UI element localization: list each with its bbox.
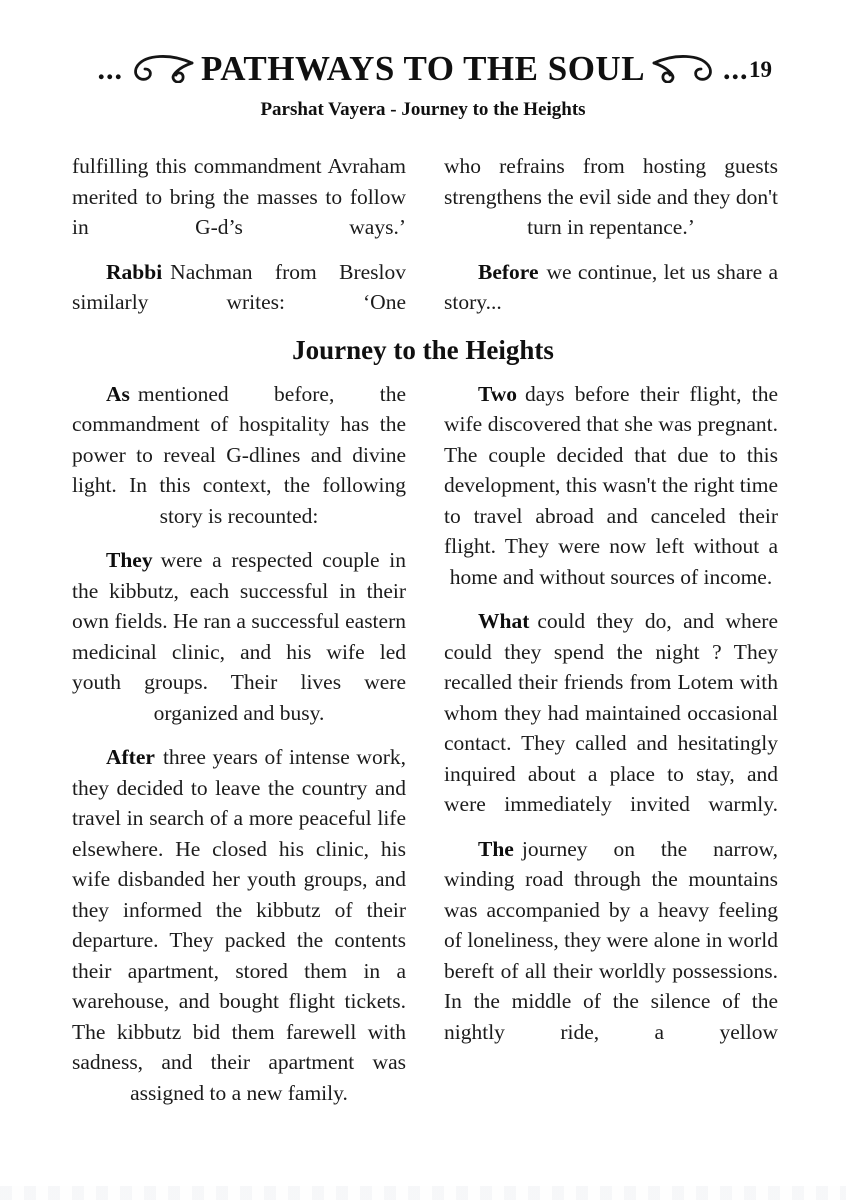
paragraph-text: Nachman from Breslov similarly writes: ‘One [72, 259, 406, 314]
paragraph [444, 606, 778, 820]
page-title: PATHWAYS TO THE SOUL [200, 48, 646, 88]
paragraph-text: days before their flight, the wife discovered that she was pregnant. The couple decided that due to this development, this wasn't the right time to travel abroad and canceled their flight. They were now left without a home and without sources of income. [444, 381, 778, 589]
paragraph-text: were a respected couple in the kibbutz, each successful in their own fields. He ran a successful eastern medicinal clinic, and his wife led youth groups. Their lives were organized and busy. [72, 548, 406, 725]
story-column-right [444, 379, 778, 1109]
scan-ghosting-strip [0, 1186, 846, 1200]
page-number: 19 [749, 57, 772, 82]
paragraph [72, 151, 406, 243]
paragraph-text: who refrains from hosting guests strengthens the evil side and they don't turn in repentance.’ [444, 154, 778, 239]
lead-word: They [106, 548, 153, 572]
intro-column-left [72, 151, 406, 318]
lead-word: What [478, 609, 530, 633]
paragraph-text: fulfilling this commandment Avraham merited to bring the masses to follow in G-d’s ways.’ [72, 154, 406, 239]
intro-columns [0, 151, 846, 318]
paragraph-text: three years of intense work, they decided to leave the country and travel in search of a more peaceful life elsewhere. He closed his clinic, his wife disbanded her youth groups, and they informed the kibbutz of their departure. They packed the contents their apartment, stored them in a warehouse, and bought flight tickets. The kibbutz bid them farewell with sadness, and their apartment was assigned to a new family. [72, 745, 406, 1105]
paragraph [444, 834, 778, 1048]
paragraph [444, 379, 778, 593]
paragraph-text: could they do, and where could they spend the night ? They recalled their friends from Lotem with whom they had maintained occasional contact. They called and hesitatingly inquired about a place to stay, and were immediately invited warmly. [444, 609, 778, 816]
story-columns [0, 379, 846, 1109]
lead-word: As [106, 381, 130, 406]
page-subtitle: Parshat Vayera - Journey to the Heights [260, 99, 586, 120]
paragraph [72, 545, 406, 728]
flourish-icon-left [130, 53, 194, 83]
ornament-dots-left: ... [97, 53, 123, 86]
paragraph [72, 257, 406, 318]
paragraph [72, 742, 406, 1108]
flourish-icon-right [652, 53, 716, 83]
page-header [0, 0, 846, 121]
lead-word: Before [478, 259, 539, 284]
paragraph [444, 257, 778, 318]
paragraph [444, 151, 778, 243]
lead-word: Rabbi [106, 259, 163, 284]
paragraph-text: we continue, let us share a story... [444, 259, 778, 314]
lead-word: Two [478, 381, 518, 406]
lead-word: The [478, 836, 514, 861]
section-heading: Journey to the Heights [292, 334, 554, 365]
story-column-left [72, 379, 406, 1109]
lead-word: After [106, 745, 155, 769]
paragraph-text: journey on the narrow, winding road through the mountains was accompanied by a heavy feeling of loneliness, they were alone in world bereft of all their worldly possessions. In the middle of the silence of the nightly ride, a yellow [444, 836, 778, 1044]
intro-column-right [444, 151, 778, 318]
ornament-dots-right: ... [723, 53, 749, 86]
paragraph-text: mentioned before, the commandment of hospitality has the power to reveal G-dlines and divine light. In this context, the following story is recounted: [72, 381, 406, 528]
paragraph [72, 379, 406, 532]
title-row [0, 46, 846, 90]
